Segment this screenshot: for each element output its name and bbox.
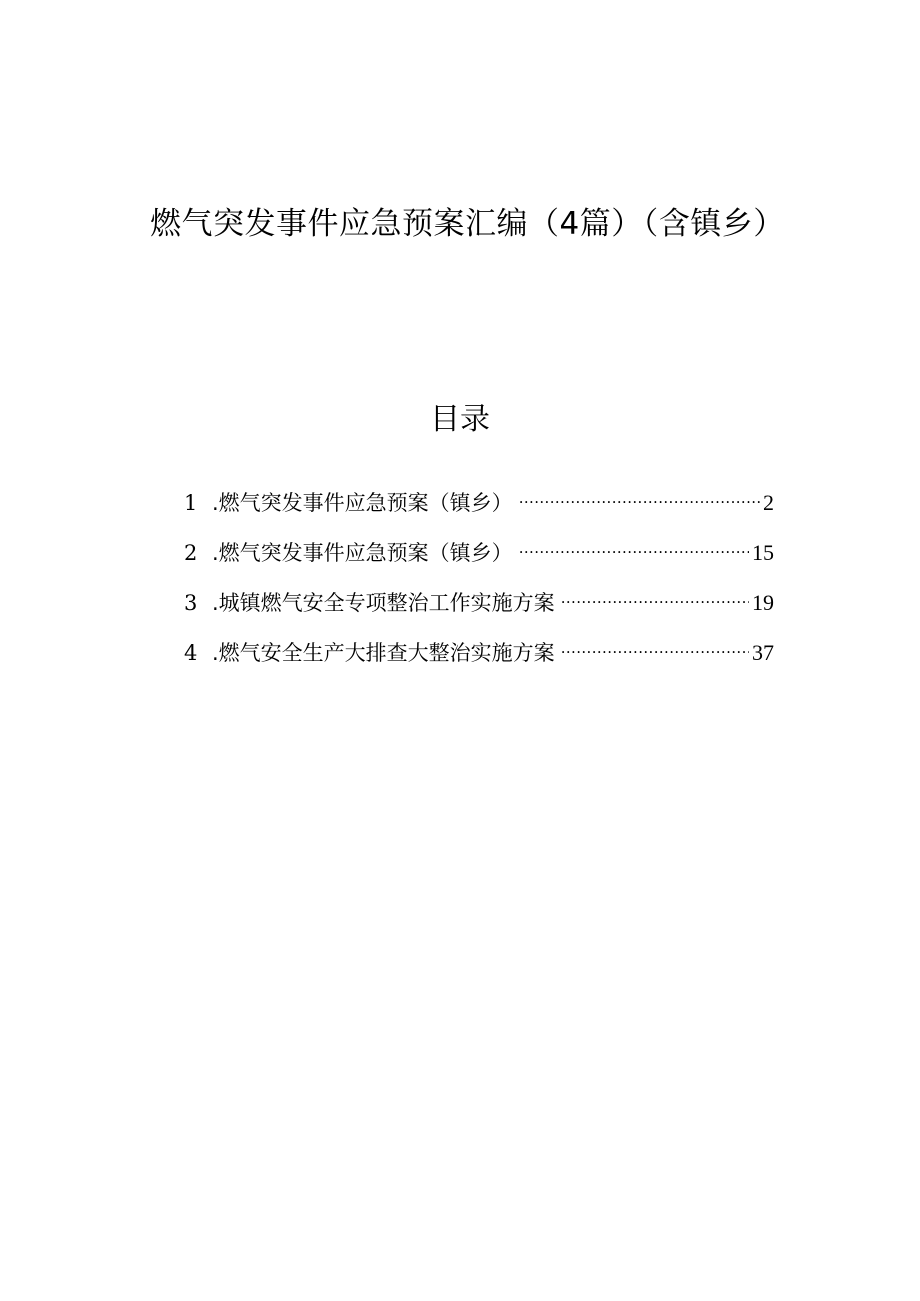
toc-entry-title: .城镇燃气安全专项整治工作实施方案	[212, 591, 555, 615]
toc-heading: 目录	[430, 402, 490, 437]
document-title: 燃气突发事件应急预案汇编（4篇）（含镇乡）	[150, 206, 785, 242]
toc-entry-page: 15	[752, 540, 774, 565]
toc-entry-number: 1	[184, 491, 198, 515]
toc-dot-leader	[519, 474, 760, 510]
toc-entry-title: .燃气安全生产大排查大整治实施方案	[212, 641, 555, 665]
toc-dot-leader	[561, 574, 749, 610]
toc-entry-page: 37	[752, 640, 774, 665]
toc-entry-number: 4	[184, 641, 198, 665]
toc-dot-leader	[519, 524, 749, 560]
toc-entry-title: .燃气突发事件应急预案（镇乡）	[212, 491, 513, 515]
toc-entry-title: .燃气突发事件应急预案（镇乡）	[212, 541, 513, 565]
toc-entry-page: 2	[763, 490, 774, 515]
toc-entry-number: 2	[184, 541, 198, 565]
toc-dot-leader	[561, 624, 749, 660]
table-of-contents	[184, 474, 774, 674]
toc-entry-2[interactable]	[184, 524, 774, 574]
toc-entry-3[interactable]	[184, 574, 774, 624]
toc-entry-page: 19	[752, 590, 774, 615]
toc-entry-1[interactable]	[184, 474, 774, 524]
toc-entry-number: 3	[184, 591, 198, 615]
toc-entry-4[interactable]	[184, 624, 774, 674]
